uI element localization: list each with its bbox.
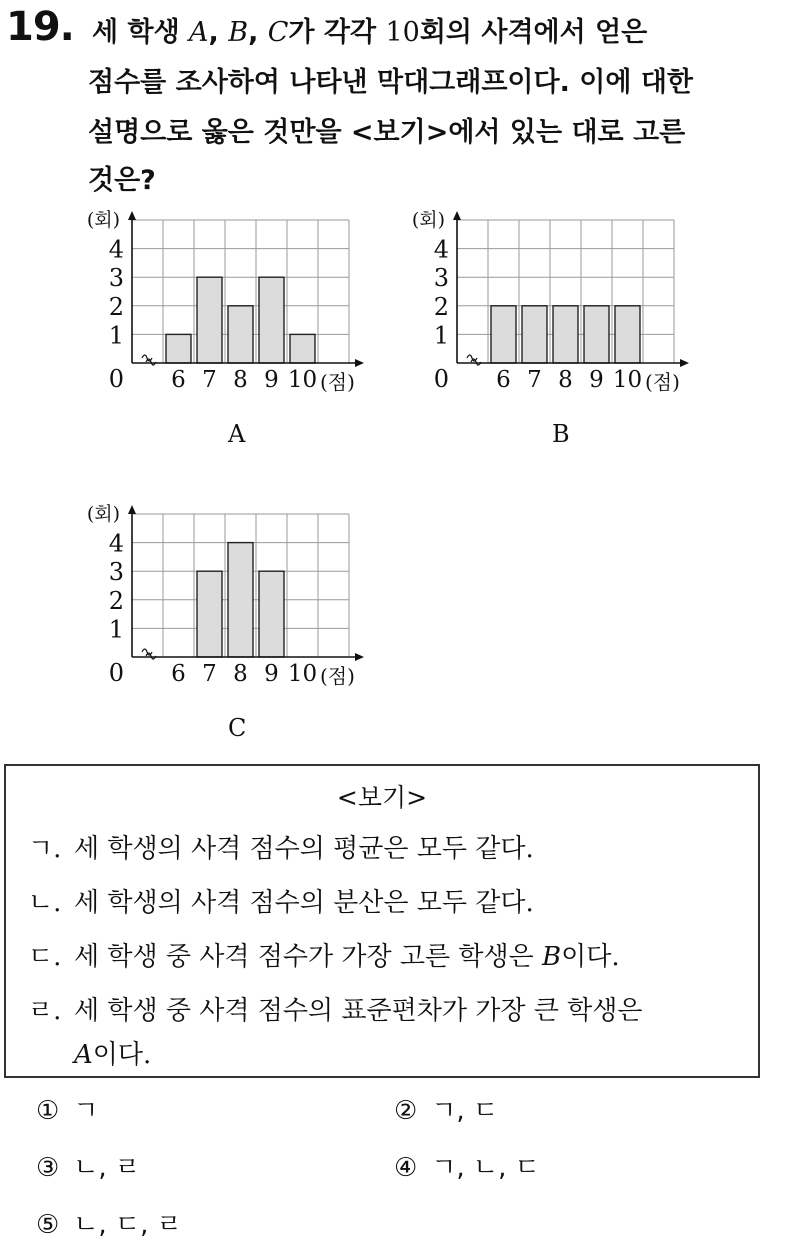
bar-6 (166, 334, 191, 363)
x-tick-label: 8 (233, 367, 248, 393)
choice-5-number: ⑤ (36, 1210, 60, 1240)
statement-1-marker: ㄱ. (28, 834, 62, 864)
x-tick-label: 10 (287, 661, 318, 687)
x-tick-label: 9 (264, 661, 279, 687)
statement-3-marker: ㄷ. (28, 942, 62, 972)
bar-10 (290, 334, 315, 363)
statement-2-marker: ㄴ. (28, 888, 62, 918)
choice-5-text: ㄴ, ㄷ, ㄹ (73, 1210, 182, 1240)
statement-1 (28, 828, 534, 865)
origin-label: 0 (108, 365, 124, 393)
x-tick-label: 9 (589, 367, 604, 393)
statement-4 (28, 990, 642, 1027)
statement-3-var: B (541, 942, 562, 972)
bar-7 (197, 571, 222, 657)
choice-4-text: ㄱ, ㄴ, ㄷ (431, 1153, 540, 1183)
x-tick-label: 10 (612, 367, 643, 393)
chart-b-svg (395, 210, 695, 400)
statement-2-text: 세 학생의 사격 점수의 분산은 모두 같다. (74, 888, 534, 918)
y-axis-label: (회) (411, 210, 445, 231)
chart-b (395, 210, 695, 404)
statement-3 (28, 936, 620, 973)
statement-4-tail: 이다. (92, 1040, 152, 1070)
statement-4-marker: ㄹ. (28, 996, 62, 1026)
y-axis-label: (회) (86, 210, 120, 231)
origin-label: 0 (433, 365, 449, 393)
x-axis-arrow (355, 653, 364, 661)
choice-1[interactable] (36, 1090, 98, 1127)
bar-10 (615, 306, 640, 363)
y-tick-label: 1 (108, 615, 124, 644)
statement-1-text: 세 학생의 사격 점수의 평균은 모두 같다. (74, 834, 534, 864)
chart-b-name: B (552, 420, 570, 448)
bogi-box (4, 764, 760, 1078)
question-line-3: 설명으로 옳은 것만을 <보기>에서 있는 대로 고른 (88, 117, 686, 148)
choice-4[interactable] (394, 1147, 540, 1184)
chart-c-svg (70, 504, 370, 694)
y-tick-label: 1 (108, 321, 124, 350)
bar-8 (553, 306, 578, 363)
statement-4-cont (74, 1034, 151, 1071)
statement-2 (28, 882, 534, 919)
chart-c-name: C (228, 714, 247, 742)
x-tick-label: 7 (202, 367, 217, 393)
chart-a-svg (70, 210, 370, 400)
question-line-2: 점수를 조사하여 나타낸 막대그래프이다. 이에 대한 (88, 67, 693, 98)
choice-5[interactable] (36, 1204, 182, 1241)
chart-c (70, 504, 370, 698)
chart-a (70, 210, 370, 404)
bar-7 (197, 277, 222, 363)
y-tick-label: 3 (108, 264, 124, 293)
choice-3-number: ③ (36, 1153, 60, 1183)
bar-9 (259, 571, 284, 657)
y-tick-label: 1 (433, 321, 449, 350)
bar-9 (259, 277, 284, 363)
x-axis-label: (점) (645, 370, 680, 394)
y-tick-label: 4 (108, 529, 124, 558)
bar-9 (584, 306, 609, 363)
y-axis-arrow (128, 505, 136, 514)
y-tick-label: 2 (433, 292, 449, 321)
bar-6 (491, 306, 516, 363)
question-line-1: 세 학생 A, B, C가 각각 10회의 사격에서 얻은 (92, 17, 648, 48)
x-axis-arrow (680, 359, 689, 367)
question-line-4: 것은? (88, 165, 156, 196)
x-tick-label: 9 (264, 367, 279, 393)
y-tick-label: 2 (108, 292, 124, 321)
statement-4-var: A (74, 1040, 93, 1070)
statement-4-text: 세 학생 중 사격 점수의 표준편차가 가장 큰 학생은 (74, 996, 643, 1026)
y-tick-label: 4 (433, 235, 449, 264)
x-tick-label: 6 (171, 661, 186, 687)
choice-1-text: ㄱ (73, 1096, 99, 1126)
statement-3-tail: 이다. (561, 942, 620, 972)
y-tick-label: 3 (108, 558, 124, 587)
choice-3[interactable] (36, 1147, 140, 1184)
x-tick-label: 6 (496, 367, 511, 393)
x-tick-label: 8 (558, 367, 573, 393)
choice-2-text: ㄱ, ㄷ (431, 1096, 499, 1126)
choice-2-number: ② (394, 1096, 418, 1126)
x-tick-label: 8 (233, 661, 248, 687)
choice-4-number: ④ (394, 1153, 418, 1183)
x-axis-label: (점) (320, 664, 355, 688)
bogi-title: <보기> (336, 783, 428, 812)
choice-3-text: ㄴ, ㄹ (73, 1153, 141, 1183)
question-number: 19. (6, 4, 74, 50)
bar-8 (228, 306, 253, 363)
y-tick-label: 3 (433, 264, 449, 293)
x-tick-label: 10 (287, 367, 318, 393)
y-tick-label: 2 (108, 586, 124, 615)
chart-a-name: A (228, 420, 246, 448)
x-tick-label: 6 (171, 367, 186, 393)
x-tick-label: 7 (527, 367, 542, 393)
origin-label: 0 (108, 659, 124, 687)
y-axis-label: (회) (86, 504, 120, 525)
bar-7 (522, 306, 547, 363)
x-axis-arrow (355, 359, 364, 367)
y-axis-arrow (453, 211, 461, 220)
choice-2[interactable] (394, 1090, 498, 1127)
choice-1-number: ① (36, 1096, 60, 1126)
y-tick-label: 4 (108, 235, 124, 264)
y-axis-arrow (128, 211, 136, 220)
bar-8 (228, 543, 253, 657)
statement-3-text: 세 학생 중 사격 점수가 가장 고른 학생은 (74, 942, 542, 972)
x-axis-label: (점) (320, 370, 355, 394)
x-tick-label: 7 (202, 661, 217, 687)
